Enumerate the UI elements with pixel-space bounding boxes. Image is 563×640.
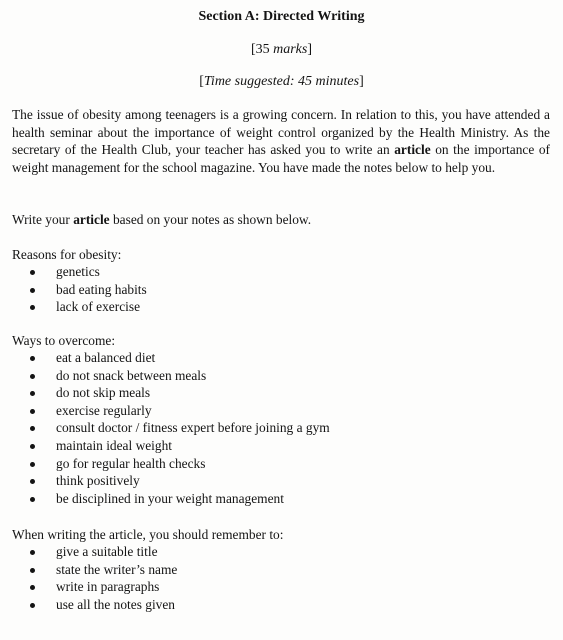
remember-heading: When writing the article, you should remember to: xyxy=(12,527,284,542)
bullet-icon xyxy=(30,568,35,573)
time-text: Time suggested: 45 minutes xyxy=(203,74,360,89)
time-open: [ xyxy=(199,74,204,89)
way-item: eat a balanced diet xyxy=(56,350,156,365)
bullet-icon xyxy=(30,603,35,608)
bullet-icon xyxy=(30,479,35,484)
time-close: ] xyxy=(359,74,364,89)
list-item xyxy=(0,349,330,367)
way-item: think positively xyxy=(56,473,140,489)
ways-list xyxy=(0,349,330,507)
list-item xyxy=(0,437,330,455)
way-item: consult doctor / fitness expert before joining a gym xyxy=(56,420,330,436)
list-item xyxy=(0,472,330,490)
bullet-icon xyxy=(30,462,35,467)
list-item xyxy=(0,384,330,402)
bullet-icon xyxy=(30,550,35,555)
list-item xyxy=(0,596,177,614)
way-item: do not skip meals xyxy=(56,385,151,401)
list-item xyxy=(0,543,177,561)
bullet-icon xyxy=(30,426,35,431)
reason-item: lack of exercise xyxy=(56,299,141,315)
bullet-icon xyxy=(30,409,35,414)
list-item xyxy=(0,455,330,473)
way-item: exercise regularly xyxy=(56,402,152,418)
reasons-list xyxy=(0,263,147,316)
remember-item: state the writer’s name xyxy=(56,561,178,577)
instruction-text-1: Write your xyxy=(12,212,74,227)
remember-item: use all the notes given xyxy=(56,596,175,612)
way-item: go for regular health checks xyxy=(56,455,206,471)
marks-open: [35 xyxy=(250,42,274,57)
ways-heading: Ways to overcome: xyxy=(12,333,116,348)
reason-item: genetics xyxy=(56,264,100,279)
intro-paragraph xyxy=(12,106,550,176)
list-item xyxy=(0,402,330,420)
list-item xyxy=(0,367,330,385)
bullet-icon xyxy=(30,305,35,310)
bullet-icon xyxy=(30,288,35,293)
list-item xyxy=(0,561,177,579)
bullet-icon xyxy=(30,497,35,502)
remember-item: write in paragraphs xyxy=(56,579,160,595)
list-item xyxy=(0,298,147,316)
bullet-icon xyxy=(30,391,35,396)
instruction-line xyxy=(12,211,550,229)
marks-word: marks xyxy=(273,42,308,57)
list-item xyxy=(0,490,330,508)
list-item xyxy=(0,281,147,299)
bullet-icon xyxy=(30,374,35,379)
bullet-icon xyxy=(30,585,35,590)
intro-text-2: on the importance of weight management for the school magazine. You have made the notes below to help you. xyxy=(12,142,550,175)
list-item xyxy=(0,419,330,437)
bullet-icon xyxy=(30,444,35,449)
way-item: maintain ideal weight xyxy=(56,437,173,453)
intro-bold-article: article xyxy=(394,142,431,158)
intro-text-1: The issue of obesity among teenagers is a growing concern. In relation to this, you have attended a health seminar about the importance of weight control organized by the Health Ministry. As the secretary of the Health Club, your teacher has asked you to write an xyxy=(12,107,550,158)
list-item xyxy=(0,263,147,281)
reason-item: bad eating habits xyxy=(56,281,147,297)
reasons-heading: Reasons for obesity: xyxy=(12,247,122,262)
marks-label xyxy=(0,41,563,59)
list-item xyxy=(0,578,177,596)
bullet-icon xyxy=(30,356,35,361)
remember-item: give a suitable title xyxy=(56,544,158,559)
way-item: be disciplined in your weight management xyxy=(56,490,284,506)
time-suggested xyxy=(0,73,563,91)
instruction-bold-article: article xyxy=(73,212,110,227)
way-item: do not snack between meals xyxy=(56,367,207,383)
section-title: Section A: Directed Writing xyxy=(198,9,365,24)
bullet-icon xyxy=(30,270,35,275)
remember-list xyxy=(0,543,177,613)
marks-close: ] xyxy=(307,42,313,57)
instruction-text-2: based on your notes as shown below. xyxy=(109,212,312,227)
